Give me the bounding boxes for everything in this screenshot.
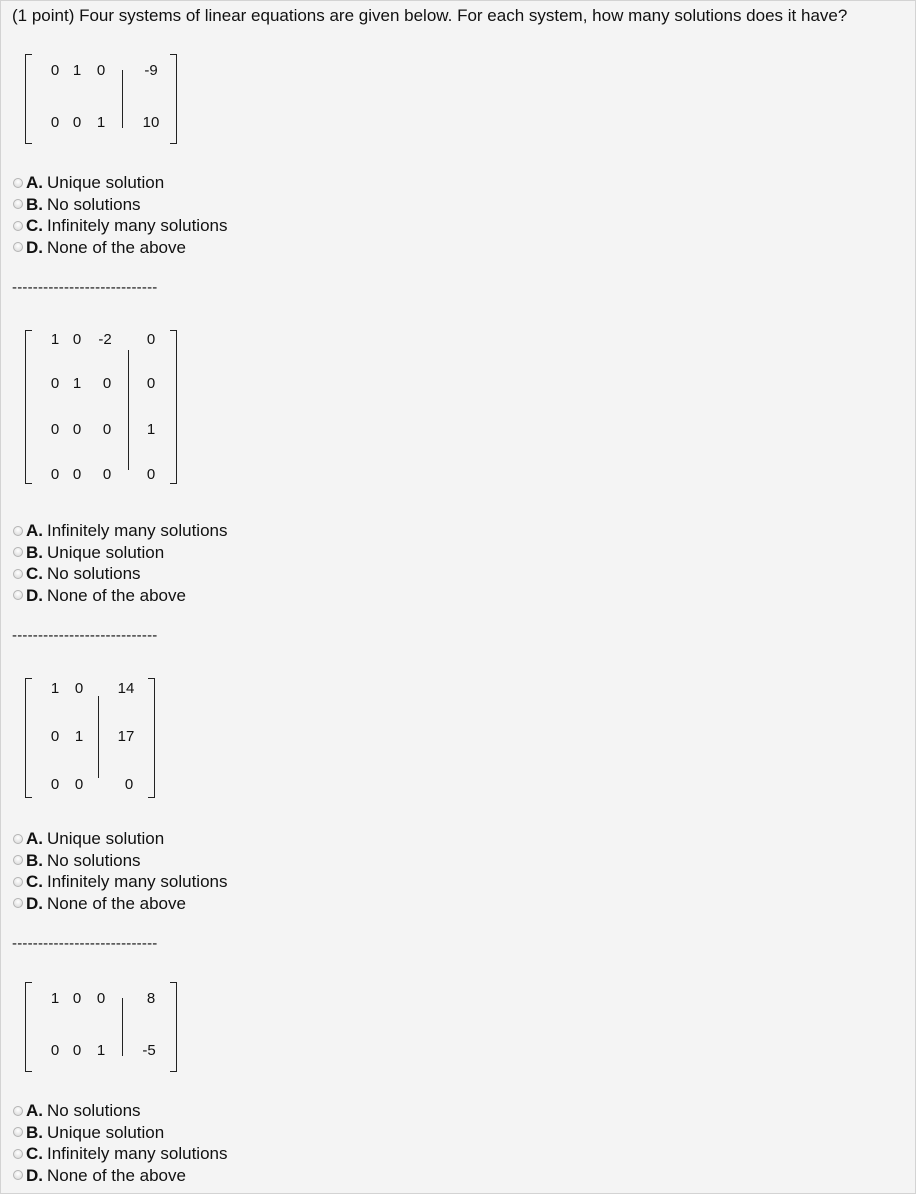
option-d[interactable]: D. None of the above xyxy=(13,237,227,259)
matrix-cell: 0 xyxy=(102,375,112,392)
option-label: Unique solution xyxy=(47,1122,165,1142)
matrix-cell: 10 xyxy=(142,114,160,131)
option-label: None of the above xyxy=(47,585,186,605)
option-label: None of the above xyxy=(47,893,186,913)
matrix-cell: 0 xyxy=(146,466,156,483)
augmented-matrix-3 xyxy=(25,678,161,802)
augmented-matrix-2 xyxy=(25,330,183,490)
matrix-cell: 0 xyxy=(102,421,112,438)
matrix-cell: 0 xyxy=(124,776,134,793)
separator: ---------------------------- xyxy=(12,627,158,644)
radio-button[interactable] xyxy=(13,178,23,188)
augment-divider xyxy=(122,998,123,1056)
option-c[interactable]: C. No solutions xyxy=(13,563,227,585)
option-label: No solutions xyxy=(47,194,141,214)
matrix-cell: 1 xyxy=(96,1042,106,1059)
option-c[interactable]: C. Infinitely many solutions xyxy=(13,1143,227,1165)
option-a[interactable]: A. Infinitely many solutions xyxy=(13,520,227,542)
answer-options-2 xyxy=(13,520,227,606)
matrix-cell: 1 xyxy=(50,331,60,348)
radio-button[interactable] xyxy=(13,1170,23,1180)
radio-button[interactable] xyxy=(13,547,23,557)
option-label: Infinitely many solutions xyxy=(47,216,228,235)
separator: ---------------------------- xyxy=(12,279,158,296)
option-label: No solutions xyxy=(47,1101,141,1120)
augment-divider xyxy=(98,696,99,778)
option-label: No solutions xyxy=(47,564,141,583)
right-bracket xyxy=(170,54,177,144)
matrix-cell: 0 xyxy=(50,62,60,79)
option-d[interactable]: D. None of the above xyxy=(13,893,227,915)
radio-button[interactable] xyxy=(13,242,23,252)
matrix-cell: 0 xyxy=(74,680,84,697)
problem-prompt: (1 point) Four systems of linear equations are given below. For each system, how many solutions does it have? xyxy=(12,6,848,25)
matrix-cell: 0 xyxy=(96,62,106,79)
option-b[interactable]: B. Unique solution xyxy=(13,542,227,564)
matrix-cell: -2 xyxy=(98,331,112,348)
option-a[interactable]: A. No solutions xyxy=(13,1100,227,1122)
radio-button[interactable] xyxy=(13,898,23,908)
matrix-cell: 0 xyxy=(72,466,82,483)
matrix-cell: 0 xyxy=(102,466,112,483)
radio-button[interactable] xyxy=(13,1106,23,1116)
augment-divider xyxy=(128,350,129,470)
matrix-cell: 1 xyxy=(50,990,60,1007)
matrix-cell: -5 xyxy=(142,1042,156,1059)
option-c[interactable]: C. Infinitely many solutions xyxy=(13,215,227,237)
matrix-cell: 0 xyxy=(50,728,60,745)
option-label: Unique solution xyxy=(47,829,165,848)
option-a[interactable]: A. Unique solution xyxy=(13,172,227,194)
matrix-cell: 1 xyxy=(146,421,156,438)
matrix-cell: 1 xyxy=(96,114,106,131)
matrix-cell: 0 xyxy=(50,421,60,438)
matrix-cell: 0 xyxy=(146,375,156,392)
radio-button[interactable] xyxy=(13,1127,23,1137)
option-a[interactable]: A. Unique solution xyxy=(13,828,227,850)
matrix-cell: 1 xyxy=(50,680,60,697)
option-b[interactable]: B. No solutions xyxy=(13,194,227,216)
matrix-cell: 0 xyxy=(50,466,60,483)
radio-button[interactable] xyxy=(13,526,23,536)
option-b[interactable]: B. Unique solution xyxy=(13,1122,227,1144)
option-b[interactable]: B. No solutions xyxy=(13,850,227,872)
option-label: None of the above xyxy=(47,1165,186,1185)
augment-divider xyxy=(122,70,123,128)
answer-options-4 xyxy=(13,1100,227,1186)
matrix-cell: 1 xyxy=(72,62,82,79)
option-label: Unique solution xyxy=(47,173,165,192)
radio-button[interactable] xyxy=(13,221,23,231)
left-bracket xyxy=(25,982,32,1072)
option-label: No solutions xyxy=(47,850,141,870)
matrix-cell: 0 xyxy=(50,375,60,392)
left-bracket xyxy=(25,678,32,798)
right-bracket xyxy=(170,330,177,484)
matrix-cell: 1 xyxy=(74,728,84,745)
right-bracket xyxy=(170,982,177,1072)
matrix-cell: 0 xyxy=(72,331,82,348)
radio-button[interactable] xyxy=(13,877,23,887)
matrix-cell: 1 xyxy=(72,375,82,392)
matrix-cell: 0 xyxy=(72,1042,82,1059)
matrix-cell: 17 xyxy=(117,728,135,745)
radio-button[interactable] xyxy=(13,569,23,579)
matrix-cell: 0 xyxy=(50,114,60,131)
option-label: Infinitely many solutions xyxy=(47,521,228,540)
left-bracket xyxy=(25,54,32,144)
matrix-cell: 0 xyxy=(72,421,82,438)
option-label: Infinitely many solutions xyxy=(47,1144,228,1163)
matrix-cell: 8 xyxy=(146,990,156,1007)
radio-button[interactable] xyxy=(13,199,23,209)
answer-options-1 xyxy=(13,172,227,258)
option-d[interactable]: D. None of the above xyxy=(13,585,227,607)
radio-button[interactable] xyxy=(13,834,23,844)
matrix-cell: 0 xyxy=(50,776,60,793)
augmented-matrix-1 xyxy=(25,54,183,146)
option-d[interactable]: D. None of the above xyxy=(13,1165,227,1187)
option-label: None of the above xyxy=(47,237,186,257)
left-bracket xyxy=(25,330,32,484)
radio-button[interactable] xyxy=(13,1149,23,1159)
answer-options-3 xyxy=(13,828,227,914)
matrix-cell: 0 xyxy=(72,990,82,1007)
option-c[interactable]: C. Infinitely many solutions xyxy=(13,871,227,893)
separator: ---------------------------- xyxy=(12,935,158,952)
matrix-cell: 0 xyxy=(96,990,106,1007)
right-bracket xyxy=(148,678,155,798)
matrix-cell: 0 xyxy=(72,114,82,131)
matrix-cell: -9 xyxy=(144,62,158,79)
matrix-cell: 0 xyxy=(146,331,156,348)
matrix-cell: 0 xyxy=(74,776,84,793)
option-label: Unique solution xyxy=(47,542,165,562)
matrix-cell: 14 xyxy=(117,680,135,697)
matrix-cell: 0 xyxy=(50,1042,60,1059)
radio-button[interactable] xyxy=(13,855,23,865)
augmented-matrix-4 xyxy=(25,982,183,1074)
option-label: Infinitely many solutions xyxy=(47,872,228,891)
radio-button[interactable] xyxy=(13,590,23,600)
